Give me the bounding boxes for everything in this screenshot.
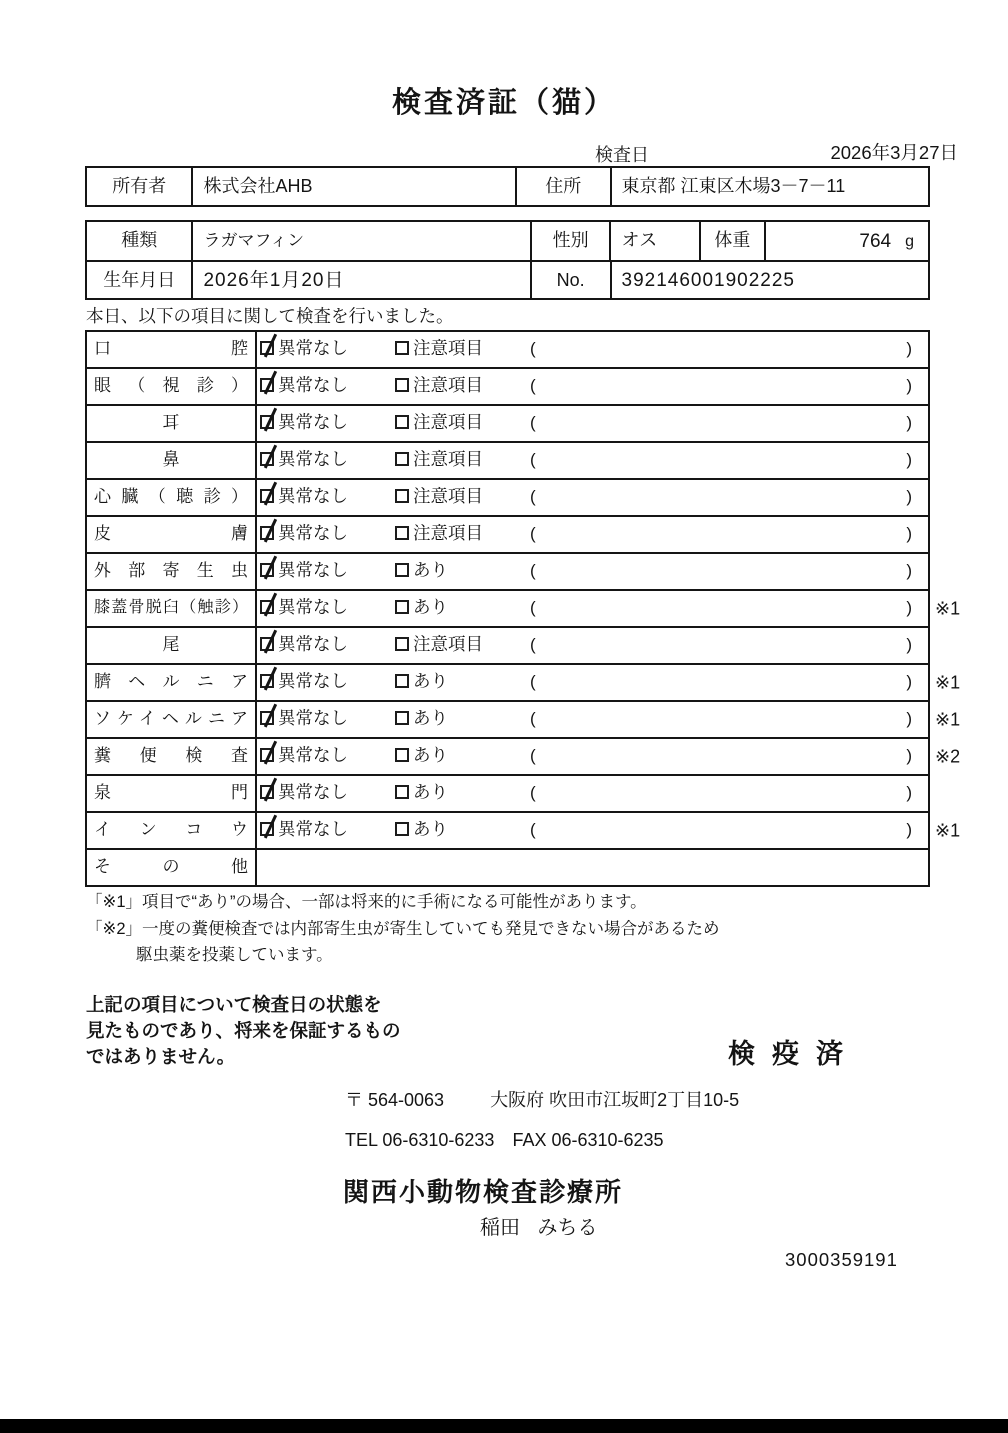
close-paren: )	[906, 524, 912, 543]
open-paren: (	[530, 709, 536, 728]
inspection-row	[87, 628, 928, 665]
inspection-row	[87, 332, 928, 369]
option-label: 異常なし	[278, 375, 348, 395]
close-paren: )	[906, 709, 912, 728]
item-note	[522, 406, 928, 441]
checkbox-icon	[395, 711, 409, 725]
disclaimer-line: 見たものであり、将来を保証するもの	[86, 1020, 401, 1041]
item-option-flag	[392, 776, 522, 811]
open-paren: (	[530, 672, 536, 691]
item-option-flag	[392, 702, 522, 737]
inspection-row	[87, 702, 961, 739]
item-option-flag	[392, 591, 522, 626]
item-note	[522, 739, 928, 774]
item-option-normal	[257, 369, 392, 404]
footnote-mark: ※1	[935, 709, 961, 729]
footnote-mark: ※1	[935, 672, 961, 692]
checkbox-icon	[260, 452, 274, 466]
open-paren: (	[530, 524, 536, 543]
owner-value: 株式会社AHB	[191, 168, 514, 205]
intro-text: 本日、以下の項目に関して検査を行いました。	[86, 306, 454, 326]
item-option-normal	[257, 332, 392, 367]
item-option-flag	[392, 813, 522, 848]
inspection-row	[87, 776, 928, 813]
page-title: 検査済証（猫）	[391, 87, 616, 119]
checkbox-icon	[260, 637, 274, 651]
document-serial-number: 3000359191	[785, 1249, 898, 1270]
item-option-normal	[257, 517, 392, 552]
option-label: 異常なし	[278, 708, 348, 728]
weight-value: 764	[859, 230, 892, 252]
clinic-person-name: 稲田 みちる	[480, 1217, 598, 1239]
item-option-flag	[392, 332, 522, 367]
item-option-normal	[257, 554, 392, 589]
birthdate-label: 生年月日	[103, 270, 176, 290]
checkbox-icon	[395, 674, 409, 688]
inspection-row-other	[87, 850, 928, 885]
checkbox-icon	[395, 600, 409, 614]
address-value: 東京都 江東区木場3－7－11	[610, 168, 929, 205]
owner-label: 所有者	[112, 176, 167, 196]
item-option-flag	[392, 480, 522, 515]
inspection-row	[87, 554, 928, 591]
item-name: 心臓（聴診）	[87, 480, 257, 515]
checkbox-icon	[395, 489, 409, 503]
item-option-flag	[392, 665, 522, 700]
checkbox-icon	[260, 489, 274, 503]
close-paren: )	[906, 339, 912, 358]
inspection-row	[87, 517, 928, 554]
option-label: あり	[413, 745, 448, 765]
checkbox-icon	[260, 711, 274, 725]
close-paren: )	[906, 487, 912, 506]
item-name: 耳	[87, 406, 257, 441]
inspection-date-label: 検査日	[595, 145, 649, 165]
weight-cell	[764, 222, 928, 260]
breed-label: 種類	[121, 230, 158, 250]
checkbox-icon	[395, 822, 409, 836]
item-name: ソケイヘルニア	[87, 702, 257, 737]
checkbox-icon	[395, 378, 409, 392]
item-option-flag	[392, 739, 522, 774]
footnote-2-line2: 駆虫薬を投薬しています。	[136, 946, 333, 964]
option-label: 異常なし	[278, 671, 348, 691]
option-label: 異常なし	[278, 412, 348, 432]
option-label: 注意項目	[413, 375, 483, 395]
footnote-2-line1: 「※2」一度の糞便検査では内部寄生虫が寄生していても発見できない場合があるため	[86, 920, 720, 938]
item-note	[522, 702, 928, 737]
option-label: あり	[413, 560, 448, 580]
open-paren: (	[530, 783, 536, 802]
option-label: 異常なし	[278, 634, 348, 654]
item-option-normal	[257, 591, 392, 626]
option-label: 異常なし	[278, 597, 348, 617]
inspection-row	[87, 591, 961, 628]
option-label: 異常なし	[278, 782, 348, 802]
clinic-address: 大阪府 吹田市江坂町2丁目10-5	[490, 1090, 740, 1110]
inspection-row	[87, 443, 928, 480]
item-name: 膝蓋骨脱臼（触診）	[87, 591, 257, 626]
close-paren: )	[906, 820, 912, 839]
close-paren: )	[906, 783, 912, 802]
option-label: あり	[413, 819, 448, 839]
close-paren: )	[906, 450, 912, 469]
inspection-row	[87, 739, 961, 776]
footnote-mark: ※1	[935, 820, 961, 840]
pet-info-table	[85, 220, 930, 300]
open-paren: (	[530, 376, 536, 395]
option-label: 注意項目	[413, 634, 483, 654]
item-name: 皮膚	[87, 517, 257, 552]
open-paren: (	[530, 820, 536, 839]
option-label: 異常なし	[278, 486, 348, 506]
item-note	[522, 776, 928, 811]
open-paren: (	[530, 450, 536, 469]
item-option-normal	[257, 628, 392, 663]
item-name: 尾	[87, 628, 257, 663]
sex-label: 性別	[530, 222, 610, 260]
sex-value: オス	[609, 222, 699, 260]
pet-row-1	[87, 222, 928, 260]
no-label: No.	[530, 262, 610, 298]
open-paren: (	[530, 413, 536, 432]
checkbox-icon	[260, 785, 274, 799]
checkbox-icon	[395, 785, 409, 799]
item-option-normal	[257, 665, 392, 700]
item-note	[522, 591, 928, 626]
close-paren: )	[906, 598, 912, 617]
item-name: その他	[87, 850, 257, 885]
option-label: あり	[413, 782, 448, 802]
item-option-flag	[392, 554, 522, 589]
inspection-row	[87, 480, 928, 517]
item-name: 口腔	[87, 332, 257, 367]
open-paren: (	[530, 339, 536, 358]
postal-code: 〒 564-0063	[345, 1090, 445, 1110]
checkbox-icon	[260, 341, 274, 355]
clinic-tel: TEL 06-6310-6233	[345, 1130, 495, 1150]
scan-edge-artifact	[0, 1419, 1008, 1433]
option-label: 注意項目	[413, 523, 483, 543]
item-note	[522, 369, 928, 404]
item-option-flag	[392, 406, 522, 441]
checkbox-icon	[260, 600, 274, 614]
quarantine-stamp: 検疫済	[728, 1039, 860, 1069]
item-option-normal	[257, 443, 392, 478]
weight-unit: g	[905, 232, 914, 250]
item-option-flag	[392, 443, 522, 478]
option-label: 異常なし	[278, 523, 348, 543]
item-note	[522, 332, 928, 367]
owner-table	[85, 166, 930, 207]
option-label: あり	[413, 708, 448, 728]
item-option-flag	[392, 369, 522, 404]
item-note	[522, 443, 928, 478]
close-paren: )	[906, 746, 912, 765]
no-value: 392146001902225	[610, 262, 929, 298]
checkbox-icon	[260, 378, 274, 392]
disclaimer-line: 上記の項目について検査日の状態を	[86, 994, 382, 1015]
pet-row-2	[87, 260, 928, 298]
checkbox-icon	[260, 748, 274, 762]
item-option-normal	[257, 480, 392, 515]
item-name: 泉門	[87, 776, 257, 811]
clinic-fax: FAX 06-6310-6235	[512, 1130, 664, 1150]
owner-row	[87, 168, 928, 205]
item-option-flag	[392, 628, 522, 663]
footnote-mark: ※2	[935, 746, 961, 766]
item-note	[522, 517, 928, 552]
checkbox-icon	[395, 637, 409, 651]
item-note	[522, 554, 928, 589]
open-paren: (	[530, 561, 536, 580]
checkbox-icon	[260, 415, 274, 429]
item-option-normal	[257, 739, 392, 774]
item-name: 外部寄生虫	[87, 554, 257, 589]
checkbox-icon	[260, 526, 274, 540]
item-name: 臍ヘルニア	[87, 665, 257, 700]
address-label: 住所	[515, 168, 610, 205]
clinic-postal-line	[345, 1086, 739, 1112]
inspection-row	[87, 665, 961, 702]
open-paren: (	[530, 746, 536, 765]
footnote-1: 「※1」項目で“あり”の場合、一部は将来的に手術になる可能性があります。	[86, 893, 647, 911]
close-paren: )	[906, 672, 912, 691]
item-option-flag	[392, 517, 522, 552]
breed-value: ラガマフィン	[191, 222, 529, 260]
option-label: 注意項目	[413, 449, 483, 469]
item-note	[522, 480, 928, 515]
weight-label: 体重	[699, 222, 764, 260]
option-label: 異常なし	[278, 449, 348, 469]
option-label: 異常なし	[278, 745, 348, 765]
option-label: 注意項目	[413, 486, 483, 506]
clinic-tel-line	[345, 1130, 664, 1151]
disclaimer-line: ではありません。	[86, 1046, 236, 1067]
option-label: 異常なし	[278, 819, 348, 839]
item-option-normal	[257, 702, 392, 737]
item-name: 鼻	[87, 443, 257, 478]
inspection-row	[87, 369, 928, 406]
inspection-table	[85, 330, 961, 887]
item-note	[522, 665, 928, 700]
item-option-normal	[257, 776, 392, 811]
inspection-row	[87, 406, 928, 443]
item-note	[522, 628, 928, 663]
checkbox-icon	[395, 748, 409, 762]
option-label: あり	[413, 671, 448, 691]
item-name: 眼（視診）	[87, 369, 257, 404]
checkbox-icon	[395, 415, 409, 429]
option-label: 異常なし	[278, 560, 348, 580]
open-paren: (	[530, 487, 536, 506]
checkbox-icon	[395, 341, 409, 355]
option-label: 注意項目	[413, 338, 483, 358]
inspection-row	[87, 813, 961, 850]
checkbox-icon	[395, 452, 409, 466]
item-name: インコウ	[87, 813, 257, 848]
item-note	[522, 813, 928, 848]
checkbox-icon	[260, 822, 274, 836]
option-label: あり	[413, 597, 448, 617]
option-label: 異常なし	[278, 338, 348, 358]
open-paren: (	[530, 635, 536, 654]
close-paren: )	[906, 376, 912, 395]
open-paren: (	[530, 598, 536, 617]
item-option-normal	[257, 813, 392, 848]
item-option-normal	[257, 406, 392, 441]
checkbox-icon	[395, 563, 409, 577]
inspection-date-value: 2026年3月27日	[830, 142, 958, 163]
checkbox-icon	[260, 674, 274, 688]
checkbox-icon	[395, 526, 409, 540]
close-paren: )	[906, 561, 912, 580]
close-paren: )	[906, 635, 912, 654]
item-empty-cell	[257, 850, 928, 885]
option-label: 注意項目	[413, 412, 483, 432]
checkbox-icon	[260, 563, 274, 577]
clinic-name: 関西小動物検査診療所	[343, 1177, 624, 1207]
item-name: 糞便検査	[87, 739, 257, 774]
footnote-mark: ※1	[935, 598, 961, 618]
close-paren: )	[906, 413, 912, 432]
disclaimer-text	[86, 992, 401, 1070]
birthdate-value: 2026年1月20日	[191, 262, 529, 298]
